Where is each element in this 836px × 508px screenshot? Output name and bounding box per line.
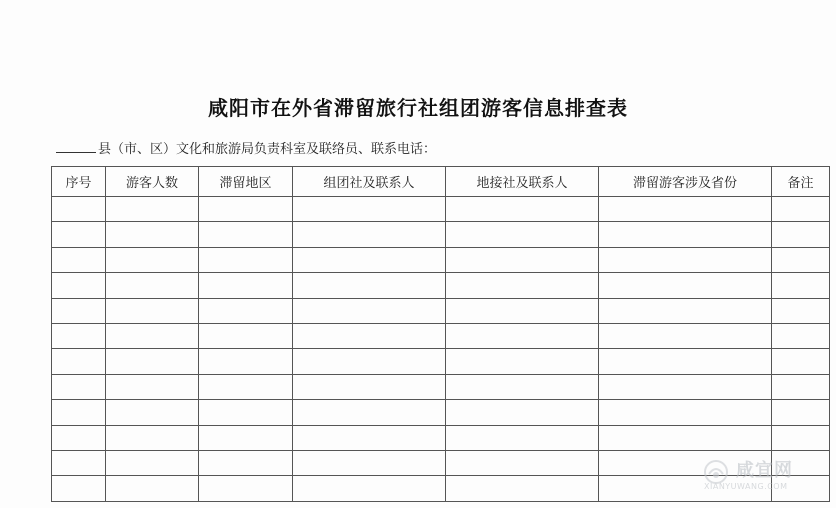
table-cell[interactable] [199,400,293,425]
table-cell[interactable] [599,197,772,222]
table-cell[interactable] [446,323,599,348]
table-cell[interactable] [199,374,293,399]
table-cell[interactable] [106,349,199,374]
table-cell[interactable] [446,425,599,450]
table-row [52,374,830,399]
table-cell[interactable] [446,450,599,475]
table-cell[interactable] [446,400,599,425]
table-cell[interactable] [52,374,106,399]
table-cell[interactable] [199,425,293,450]
table-cell[interactable] [293,450,446,475]
table-cell[interactable] [52,222,106,247]
header-tourist-count: 游客人数 [106,167,199,197]
info-table [51,166,830,502]
table-row [52,349,830,374]
table-cell[interactable] [446,197,599,222]
table-cell[interactable] [599,400,772,425]
watermark-url: XIANYUWANG.COM [704,482,788,491]
table-cell[interactable] [52,450,106,475]
table-cell[interactable] [446,374,599,399]
table-cell[interactable] [106,273,199,298]
table-cell[interactable] [106,374,199,399]
contact-line-text: 县（市、区）文化和旅游局负责科室及联络员、联系电话： [98,142,437,157]
table-cell[interactable] [293,273,446,298]
table-cell[interactable] [293,298,446,323]
contact-line [56,138,436,157]
table-row [52,222,830,247]
table-cell[interactable] [599,374,772,399]
table-cell[interactable] [106,425,199,450]
table-cell[interactable] [106,197,199,222]
table-cell[interactable] [599,298,772,323]
table-cell[interactable] [599,323,772,348]
table-cell[interactable] [52,349,106,374]
table-cell[interactable] [106,323,199,348]
table-cell[interactable] [199,298,293,323]
header-organizing-agency: 组团社及联系人 [293,167,446,197]
table-cell[interactable] [293,349,446,374]
table-cell[interactable] [199,476,293,501]
header-receiving-agency: 地接社及联系人 [446,167,599,197]
table-cell[interactable] [106,247,199,272]
table-cell[interactable] [772,425,830,450]
table-cell[interactable] [772,374,830,399]
header-stranded-region: 滞留地区 [199,167,293,197]
table-row [52,425,830,450]
table-cell[interactable] [293,247,446,272]
table-row [52,323,830,348]
table-cell[interactable] [293,222,446,247]
table-cell[interactable] [446,349,599,374]
table-cell[interactable] [52,323,106,348]
table-cell[interactable] [772,298,830,323]
table-cell[interactable] [52,425,106,450]
table-row [52,247,830,272]
table-cell[interactable] [772,349,830,374]
table-cell[interactable] [199,247,293,272]
watermark-brand: 咸宜网 [736,460,793,481]
table-cell[interactable] [293,323,446,348]
table-cell[interactable] [599,247,772,272]
table-cell[interactable] [199,197,293,222]
table-cell[interactable] [446,222,599,247]
table-cell[interactable] [599,222,772,247]
table-cell[interactable] [446,298,599,323]
watermark [702,456,822,496]
table-cell[interactable] [772,273,830,298]
table-cell[interactable] [293,476,446,501]
header-index: 序号 [52,167,106,197]
table-row [52,197,830,222]
document-title: 咸阳市在外省滞留旅行社组团游客信息排查表 [208,96,628,120]
table-cell[interactable] [599,273,772,298]
table-header-row [52,167,830,197]
table-cell[interactable] [772,247,830,272]
table-cell[interactable] [199,349,293,374]
table-cell[interactable] [52,273,106,298]
table-cell[interactable] [52,400,106,425]
table-cell[interactable] [293,400,446,425]
table-cell[interactable] [293,425,446,450]
table-row [52,273,830,298]
table-cell[interactable] [106,298,199,323]
table-cell[interactable] [199,222,293,247]
header-provinces: 滞留游客涉及省份 [599,167,772,197]
table-cell[interactable] [199,323,293,348]
table-row [52,400,830,425]
table-cell[interactable] [106,450,199,475]
table-cell[interactable] [599,349,772,374]
header-remarks: 备注 [772,167,830,197]
county-blank [56,140,96,153]
table-cell[interactable] [772,400,830,425]
table-cell[interactable] [106,400,199,425]
table-cell[interactable] [293,374,446,399]
table-cell[interactable] [446,476,599,501]
table-cell[interactable] [52,298,106,323]
table-cell[interactable] [772,222,830,247]
table-cell[interactable] [199,450,293,475]
table-cell[interactable] [52,247,106,272]
table-cell[interactable] [106,476,199,501]
table-cell[interactable] [446,247,599,272]
table-cell[interactable] [293,197,446,222]
table-cell[interactable] [52,476,106,501]
table-cell[interactable] [599,425,772,450]
table-cell[interactable] [106,222,199,247]
table-cell[interactable] [52,197,106,222]
table-row [52,298,830,323]
table-cell[interactable] [772,197,830,222]
table-cell[interactable] [446,273,599,298]
table-cell[interactable] [772,323,830,348]
table-cell[interactable] [199,273,293,298]
